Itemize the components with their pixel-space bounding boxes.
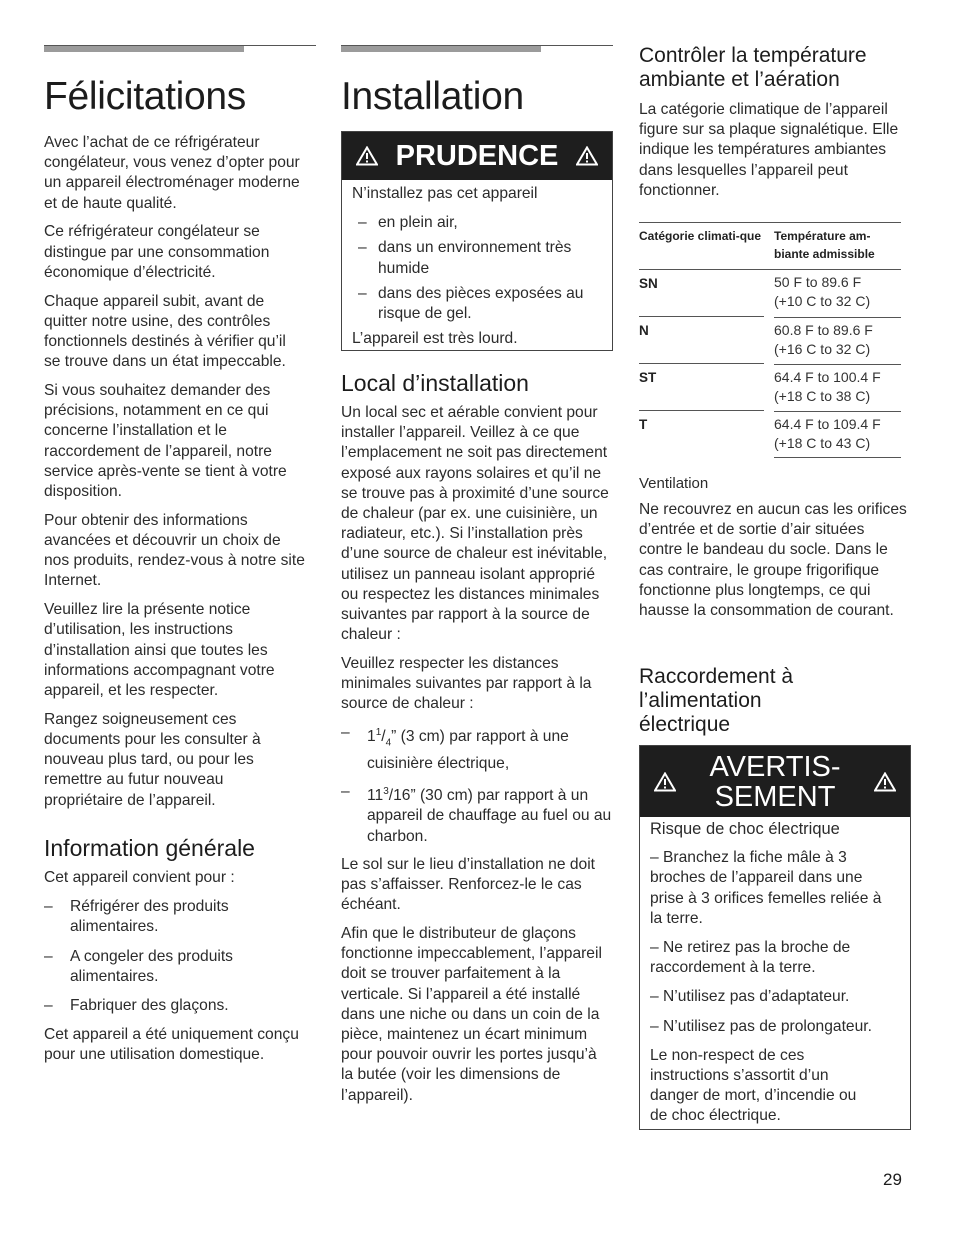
table-header: Catégorie climati-que bbox=[639, 229, 762, 243]
list-item: – Fabriquer des glaçons. bbox=[44, 996, 306, 1016]
warning-triangle-icon bbox=[654, 772, 676, 792]
list-item: – dans un environnement très humide bbox=[358, 238, 602, 278]
table-header: Température am-biante admissible bbox=[774, 229, 875, 261]
caution-label: PRUDENCE bbox=[395, 139, 559, 172]
list-item: – Réfrigérer des produits alimentaires. bbox=[44, 897, 306, 937]
info-list bbox=[44, 897, 306, 1016]
caution-outro: L’appareil est très lourd. bbox=[352, 330, 518, 348]
paragraph: Un local sec et aérable convient pour installer l’appareil. Veillez à ce que l’emplacement ne soit pas directement exposé aux rayons solaires et qu’il ne se trouve pas à proximité d’une source de chaleur (par ex. une cuisinière, un radiateur, etc.). Si l’installation près d’une source de chaleur est inévitable, utilisez un panneau isolant approprié ou respectez les distances minimales suivantes par rapport à la source de chaleur : bbox=[341, 404, 609, 644]
warning-triangle-icon bbox=[874, 772, 896, 792]
table-header-row bbox=[639, 223, 901, 270]
distance-item: – $1^1/_4$” (3 cm) par rapport à une cuisinière électrique, bbox=[341, 723, 613, 774]
ventilation-paragraph: Ne recouvrez en aucun cas les orifices d’entrée et de sortie d’air situées contre le bandeau du socle. Dans le cas contraire, le groupe frigorifique fonctionne plus longtemps, ce qui hausse la consommation de courant. bbox=[639, 501, 907, 620]
info-body bbox=[44, 868, 306, 1074]
section-rule bbox=[44, 45, 316, 52]
warning-header bbox=[640, 746, 910, 817]
paragraph: Ce réfrigérateur congélateur se distingue par une consommation économique d’électricité. bbox=[44, 223, 270, 281]
caution-header bbox=[342, 132, 612, 180]
warning-triangle-icon bbox=[576, 146, 598, 166]
table-row: N 60.8 F to 89.6 F (+16 C to 32 C) bbox=[639, 317, 901, 364]
caution-intro: N’installez pas cet appareil bbox=[352, 185, 538, 202]
info-intro: Cet appareil convient pour : bbox=[44, 869, 235, 886]
warning-box bbox=[639, 745, 911, 1130]
warning-item: – N’utilisez pas de prolongateur. bbox=[650, 1017, 872, 1035]
paragraph: Rangez soigneusement ces documents pour les consulter à nouveau plus tard, ou pour les remettre au futur nouveau propriétaire de l’appareil. bbox=[44, 710, 261, 809]
list-item: – en plein air, bbox=[358, 213, 602, 233]
paragraph: Avec l’achat de ce réfrigérateur congélateur, vous venez d’opter pour un appareil électroménager moderne et de haute qualité. bbox=[44, 134, 300, 212]
page-number: 29 bbox=[883, 1170, 902, 1189]
paragraph: Veuillez respecter les distances minimales suivantes par rapport à la source de chaleur : bbox=[341, 655, 592, 713]
distance-list bbox=[341, 723, 613, 847]
felicitations-body bbox=[44, 133, 306, 819]
paragraph: Pour obtenir des informations avancées et découvrir un choix de nos produits, rendez-vous à notre site Internet. bbox=[44, 511, 305, 590]
list-item: – dans des pièces exposées au risque de gel. bbox=[358, 284, 602, 324]
climate-table bbox=[639, 222, 901, 458]
table-row: SN 50 F to 89.6 F (+10 C to 32 C) bbox=[639, 270, 901, 318]
local-body bbox=[341, 403, 613, 1114]
table-row: ST 64.4 F to 100.4 F (+18 C to 38 C) bbox=[639, 364, 901, 411]
warning-subhead: Risque de choc électrique bbox=[650, 820, 840, 838]
info-heading: Information générale bbox=[44, 835, 255, 861]
caution-box bbox=[341, 131, 613, 351]
ventilation-heading: Ventilation bbox=[639, 475, 709, 492]
electrical-heading: Raccordement à l’alimentation électrique bbox=[639, 665, 794, 736]
temp-heading: Contrôler la température ambiante et l’aération bbox=[639, 44, 867, 91]
warning-outro: Le non-respect de ces instructions s’assortit d’un danger de mort, d’incendie ou de choc électrique. bbox=[650, 1046, 857, 1125]
caution-body bbox=[342, 180, 612, 349]
temp-paragraph: La catégorie climatique de l’appareil figure sur sa plaque signalétique. Elle indique les températures ambiantes dans lesquelles l’appareil peut fonctionner. bbox=[639, 101, 899, 199]
warning-triangle-icon bbox=[356, 146, 378, 166]
local-heading: Local d’installation bbox=[341, 370, 529, 396]
warning-item: – Branchez la fiche mâle à 3 broches de l’appareil dans une prise à 3 orifices femelles reliée à la terre. bbox=[650, 849, 882, 927]
warning-label: AVERTIS- SEMENT bbox=[709, 750, 841, 813]
list-item: – A congeler des produits alimentaires. bbox=[44, 947, 306, 987]
felicitations-title: Félicitations bbox=[44, 75, 247, 118]
paragraph: Si vous souhaitez demander des précisions, notamment en ce qui concerne l’installation et le raccordement de l’appareil, notre service après-vente se tient à votre disposition. bbox=[44, 382, 287, 501]
table-row: T 64.4 F to 109.4 F (+18 C to 43 C) bbox=[639, 411, 901, 457]
paragraph: Afin que le distributeur de glaçons fonctionne impeccablement, l’appareil doit se trouver parfaitement à la verticale. Si l’appareil a été installé dans une niche ou dans un coin de la pièce, maintenez un écart minimum pour pouvoir ouvrir les portes jusqu’à la butée (voir les dimensions de l’appareil). bbox=[341, 924, 602, 1104]
paragraph: Le sol sur le lieu d’installation ne doit pas s’affaisser. Renforcez-le le cas échéant. bbox=[341, 855, 595, 914]
installation-title: Installation bbox=[341, 75, 524, 118]
info-outro: Cet appareil a été uniquement conçu pour une utilisation domestique. bbox=[44, 1026, 299, 1064]
paragraph: Veuillez lire la présente notice d’utilisation, les instructions d’installation ainsi que toutes les informations accompagnant votre appareil, et les respecter. bbox=[44, 601, 275, 700]
distance-item: – $11^3/16$” (30 cm) par rapport à un appareil de chauffage au fuel ou au charbon. bbox=[341, 782, 613, 847]
warning-item: – N’utilisez pas d’adaptateur. bbox=[650, 988, 850, 1006]
paragraph: Chaque appareil subit, avant de quitter notre usine, des contrôles fonctionnels destinés à vérifier qu’il se trouve dans un état impeccable. bbox=[44, 292, 286, 371]
warning-body bbox=[640, 817, 910, 1127]
warning-item: – Ne retirez pas la broche de raccordement à la terre. bbox=[650, 939, 851, 977]
caution-list bbox=[352, 213, 602, 324]
section-rule bbox=[341, 45, 613, 52]
